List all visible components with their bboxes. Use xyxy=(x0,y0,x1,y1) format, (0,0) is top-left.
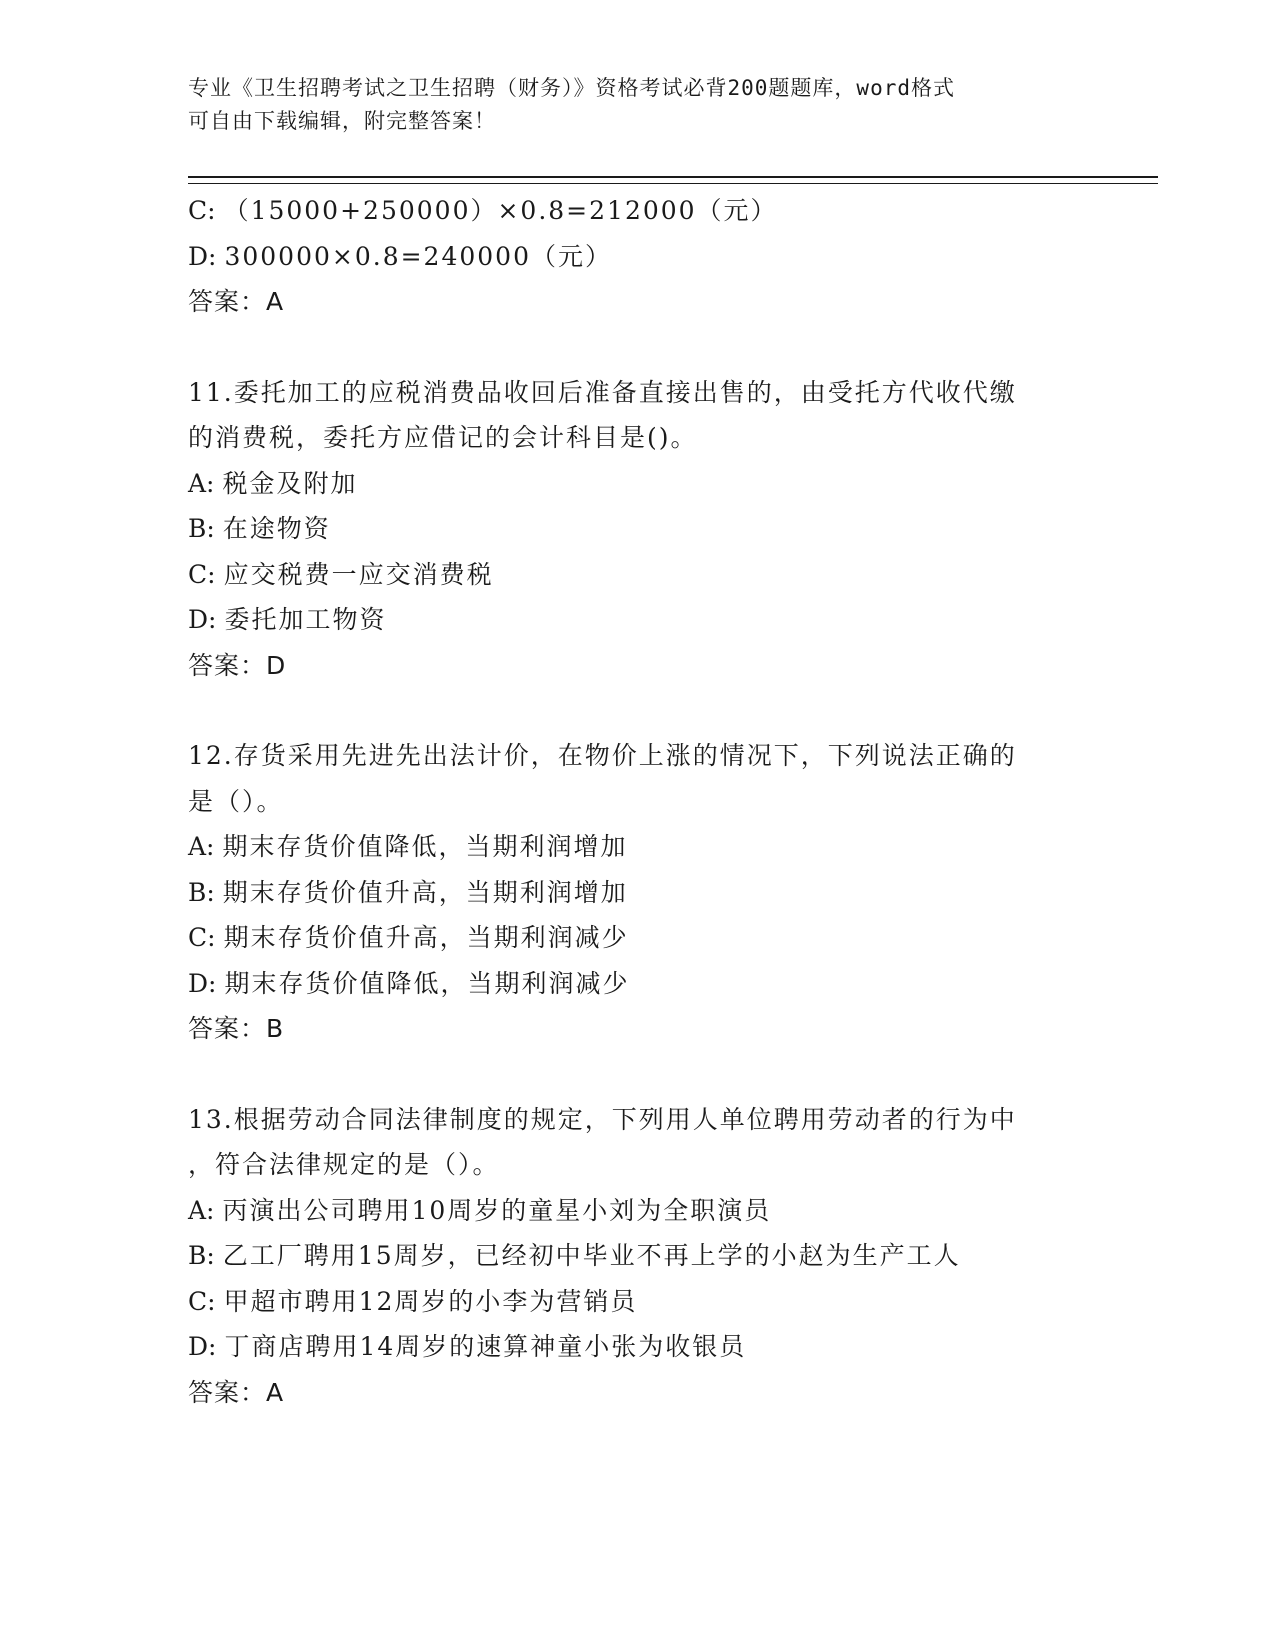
option-text: 乙工厂聘用15周岁，已经初中毕业不再上学的小赵为生产工人 xyxy=(222,1241,961,1270)
header-divider-thick xyxy=(188,176,1158,178)
option-key: D: xyxy=(188,605,217,634)
header-line-2: 可自由下载编辑，附完整答案！ xyxy=(188,109,496,133)
option-text: 在途物资 xyxy=(222,514,331,543)
question-block-12 xyxy=(188,733,1148,1052)
option-line xyxy=(188,915,1148,961)
option-line xyxy=(188,1233,1148,1279)
option-line xyxy=(188,1188,1148,1234)
option-key: D: xyxy=(188,968,217,998)
option-key: B: xyxy=(188,514,215,543)
answer-line: 答案：A xyxy=(188,1377,285,1407)
option-text: 委托加工物资 xyxy=(224,605,387,634)
option-text: 甲超市聘用12周岁的小李为营销员 xyxy=(223,1286,638,1316)
option-key: C: xyxy=(188,559,216,589)
option-key: C: xyxy=(188,923,216,952)
question-stem-line: 是（）。 xyxy=(188,786,284,816)
option-key: D: xyxy=(188,241,217,271)
option-text: 300000×0.8=240000（元） xyxy=(224,241,612,271)
option-key: C: xyxy=(188,1286,216,1316)
option-line xyxy=(188,1324,1148,1370)
document-body xyxy=(188,188,1148,1415)
question-stem-line: 13.根据劳动合同法律制度的规定，下列用人单位聘用劳动者的行为中 xyxy=(188,1104,1017,1134)
option-line xyxy=(188,552,1148,598)
option-key: A: xyxy=(188,1195,215,1225)
option-text: 期末存货价值升高，当期利润减少 xyxy=(223,923,629,952)
question-stem-line: ，符合法律规定的是（）。 xyxy=(188,1150,500,1179)
option-line xyxy=(188,234,1148,280)
answer-line: 答案：B xyxy=(188,1014,285,1043)
option-line xyxy=(188,824,1148,870)
option-key: C: xyxy=(188,196,216,225)
option-text: 期末存货价值降低，当期利润增加 xyxy=(222,832,628,861)
option-text: 期末存货价值降低，当期利润减少 xyxy=(224,968,630,998)
option-key: A: xyxy=(188,468,215,498)
answer-line: 答案：A xyxy=(188,287,285,316)
option-line xyxy=(188,961,1148,1007)
option-line xyxy=(188,1279,1148,1325)
option-text: 应交税费一应交消费税 xyxy=(223,559,494,589)
option-line xyxy=(188,506,1148,552)
option-line xyxy=(188,597,1148,643)
prev-question-block xyxy=(188,188,1148,325)
option-text: 税金及附加 xyxy=(222,468,358,498)
option-line xyxy=(188,188,1148,234)
question-block-11 xyxy=(188,370,1148,689)
header-divider-thin xyxy=(188,183,1158,184)
question-stem-line: 11.委托加工的应税消费品收回后准备直接出售的，由受托方代收代缴 xyxy=(188,377,1017,407)
answer-line: 答案：D xyxy=(188,650,287,680)
option-text: 丙演出公司聘用10周岁的童星小刘为全职演员 xyxy=(222,1195,772,1225)
question-stem-line: 的消费税，委托方应借记的会计科目是()。 xyxy=(188,423,698,452)
option-line xyxy=(188,461,1148,507)
option-key: A: xyxy=(188,832,215,861)
option-text: 丁商店聘用14周岁的速算神童小张为收银员 xyxy=(224,1332,747,1361)
option-line xyxy=(188,870,1148,916)
document-header xyxy=(188,72,1088,138)
question-block-13 xyxy=(188,1097,1148,1416)
question-stem-line: 12.存货采用先进先出法计价，在物价上涨的情况下，下列说法正确的 xyxy=(188,741,1017,770)
option-text: （15000+250000）×0.8=212000（元） xyxy=(223,196,778,225)
option-text: 期末存货价值升高，当期利润增加 xyxy=(222,877,628,907)
header-line-1: 专业《卫生招聘考试之卫生招聘（财务）》资格考试必背200题题库，word格式 xyxy=(188,76,955,100)
option-key: B: xyxy=(188,877,215,907)
option-key: B: xyxy=(188,1241,215,1270)
option-key: D: xyxy=(188,1332,217,1361)
